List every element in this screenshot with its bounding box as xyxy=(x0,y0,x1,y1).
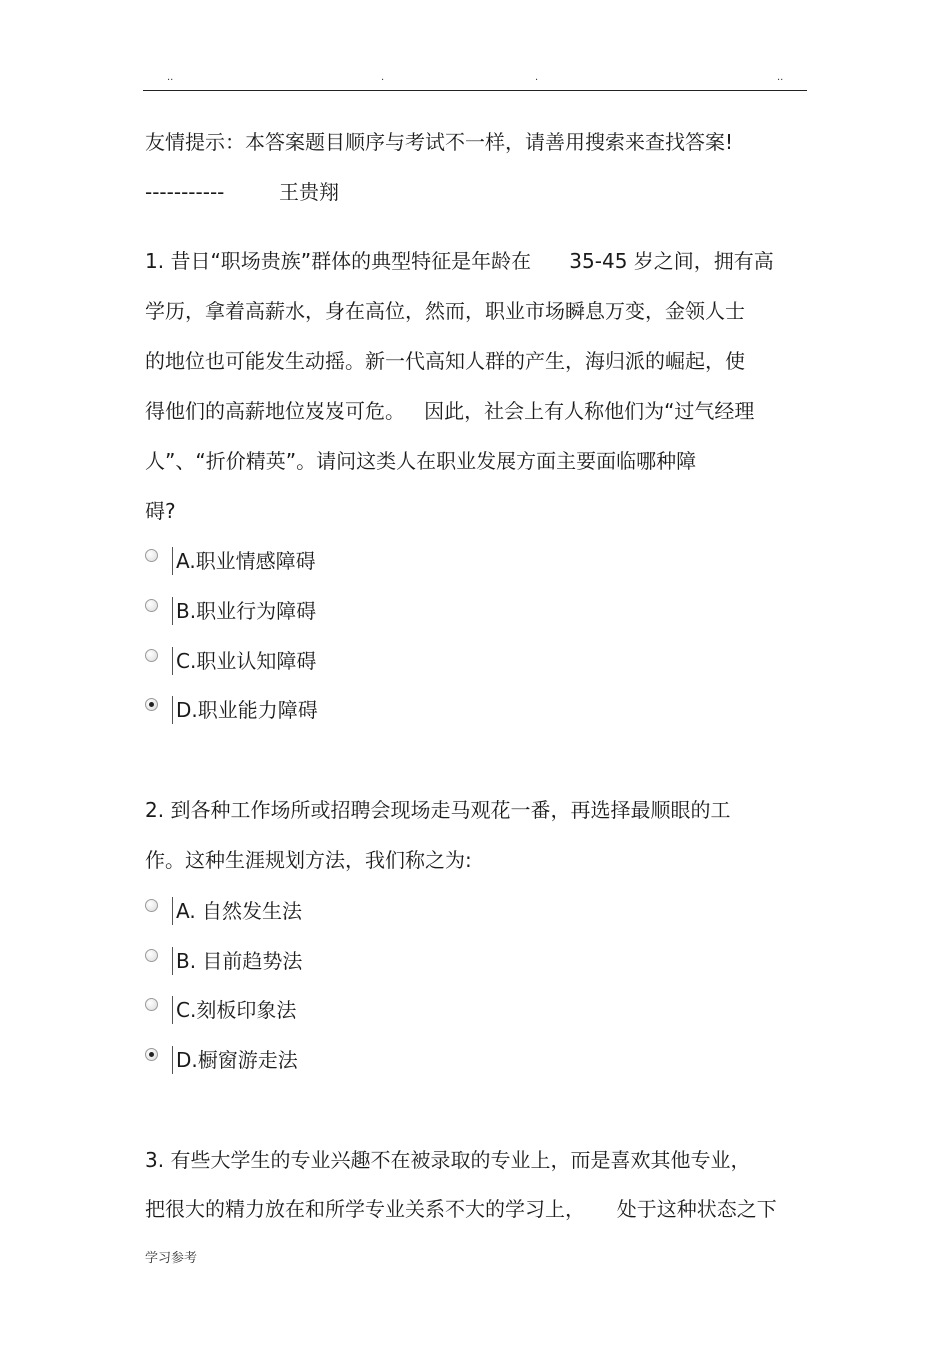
notice-author: 王贵翔 xyxy=(279,180,339,204)
option-divider xyxy=(172,947,173,975)
radio-button[interactable] xyxy=(145,549,158,562)
answer-option-b[interactable] xyxy=(145,596,316,626)
header-rule xyxy=(143,90,807,91)
option-label: D.橱窗游走法 xyxy=(176,1048,298,1072)
answer-option-c[interactable] xyxy=(145,646,316,676)
notice-dashes: ----------- xyxy=(145,180,225,204)
radio-button-selected[interactable] xyxy=(145,698,158,711)
option-divider xyxy=(172,897,173,925)
question-text-line: 把很大的精力放在和所学专业关系不大的学习上， 处于这种状态之下 xyxy=(145,1197,777,1221)
answer-option-b[interactable] xyxy=(145,946,302,976)
radio-button[interactable] xyxy=(145,649,158,662)
answer-option-a[interactable] xyxy=(145,546,316,576)
option-divider xyxy=(172,696,173,724)
option-divider xyxy=(172,647,173,675)
radio-button[interactable] xyxy=(145,899,158,912)
question-text-line: 2. 到各种工作场所或招聘会现场走马观花一番，再选择最顺眼的工 xyxy=(145,798,731,822)
question-text-line: 得他们的高薪地位岌岌可危。 因此，社会上有人称他们为“过气经理 xyxy=(145,399,755,423)
option-divider xyxy=(172,1046,173,1074)
question-text-line: 3. 有些大学生的专业兴趣不在被录取的专业上，而是喜欢其他专业， xyxy=(145,1148,751,1172)
question-text-line: 碍? xyxy=(145,499,176,523)
option-divider xyxy=(172,597,173,625)
answer-option-d[interactable] xyxy=(145,1045,298,1075)
question-text-line: 的地位也可能发生动摇。新一代高知人群的产生，海归派的崛起，使 xyxy=(145,349,745,373)
header-mark: . xyxy=(381,72,385,83)
option-divider xyxy=(172,996,173,1024)
page-header-marks xyxy=(143,72,807,88)
option-label: C.刻板印象法 xyxy=(176,998,297,1022)
answer-option-a[interactable] xyxy=(145,896,302,926)
radio-button[interactable] xyxy=(145,599,158,612)
answer-option-d[interactable] xyxy=(145,695,318,725)
answer-option-c[interactable] xyxy=(145,995,296,1025)
question-text-line: 学历，拿着高薪水，身在高位，然而，职业市场瞬息万变，金领人士 xyxy=(145,299,745,323)
option-label: A.职业情感障碍 xyxy=(176,549,316,573)
radio-button-selected[interactable] xyxy=(145,1048,158,1061)
header-mark: . xyxy=(535,72,539,83)
question-text-line: 人”、“折价精英”。请问这类人在职业发展方面主要面临哪种障 xyxy=(145,449,697,473)
header-mark: .. xyxy=(167,72,174,83)
question-text-line: 作。这种生涯规划方法，我们称之为: xyxy=(145,848,472,872)
option-label: A. 自然发生法 xyxy=(176,899,303,923)
option-divider xyxy=(172,547,173,575)
notice-text: 友情提示：本答案题目顺序与考试不一样，请善用搜索来查找答案! xyxy=(145,130,734,154)
header-mark: .. xyxy=(777,72,784,83)
radio-button[interactable] xyxy=(145,998,158,1011)
radio-button[interactable] xyxy=(145,949,158,962)
option-label: B.职业行为障碍 xyxy=(176,599,317,623)
question-text-line: 1. 昔日“职场贵族”群体的典型特征是年龄在 35-45 岁之间，拥有高 xyxy=(145,249,774,273)
option-label: B. 目前趋势法 xyxy=(176,949,303,973)
option-label: D.职业能力障碍 xyxy=(176,698,318,722)
option-label: C.职业认知障碍 xyxy=(176,649,317,673)
page-footer: 学习参考 xyxy=(145,1251,198,1266)
